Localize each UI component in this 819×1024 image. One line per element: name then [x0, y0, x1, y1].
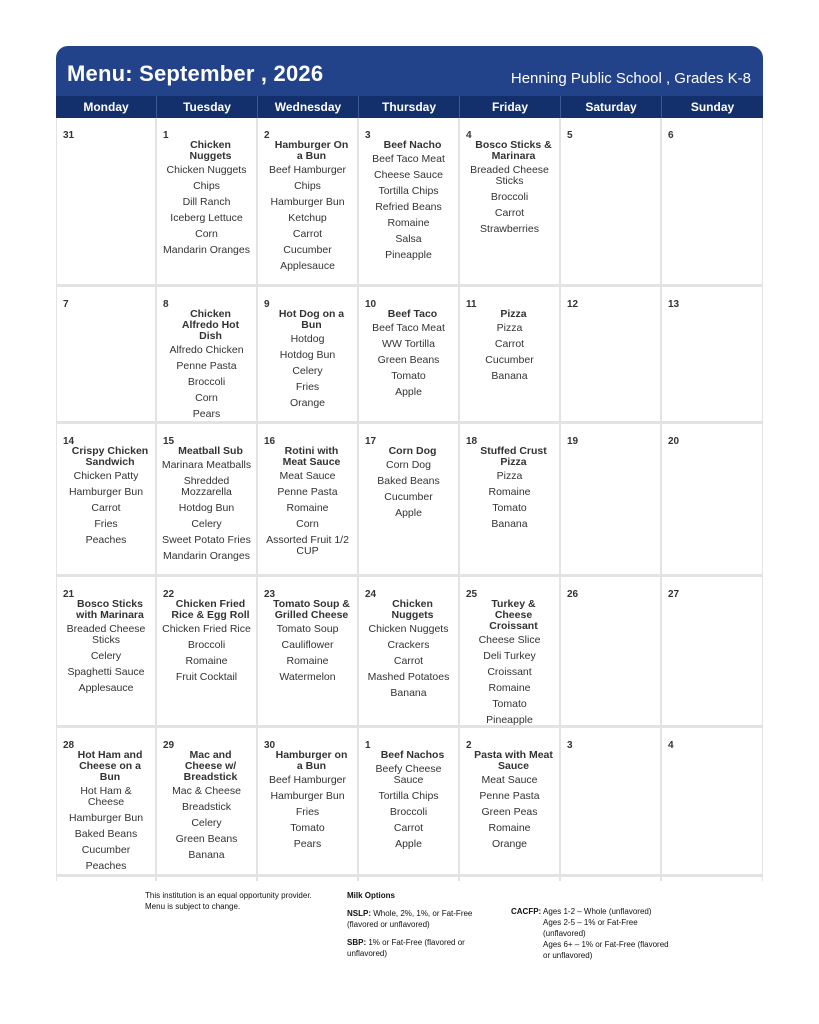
- calendar-day-cell: [460, 577, 561, 735]
- menu-item: Carrot: [393, 822, 424, 834]
- day-number: 9: [264, 299, 270, 310]
- cacfp-line-1: [511, 906, 671, 917]
- calendar-day-cell: [359, 728, 460, 881]
- day-number: 6: [668, 130, 674, 141]
- entree-title: Meatball Sub: [178, 445, 243, 457]
- menu-item: Cucumber: [485, 354, 534, 366]
- calendar-day-cell: [460, 424, 561, 574]
- cacfp-line-1-text: Ages 1-2 – Whole (unflavored): [543, 907, 652, 916]
- calendar-week-row: [56, 728, 763, 877]
- menu-item: Tomato: [492, 698, 527, 710]
- day-number: 7: [63, 299, 69, 310]
- day-number: 29: [163, 740, 175, 751]
- menu-item: Pears: [293, 838, 322, 850]
- sbp-label: SBP:: [347, 938, 367, 947]
- menu-item: Tomato Soup: [276, 623, 339, 635]
- menu-item: Mac & Cheese: [172, 785, 241, 797]
- entree-title: Rotini with Meat Sauce: [282, 445, 341, 468]
- entree-title: Turkey & Cheese Croissant: [489, 598, 538, 632]
- menu-item: Broccoli: [187, 376, 226, 388]
- calendar-week-row: [56, 287, 763, 424]
- calendar-day-cell: [460, 287, 561, 429]
- entree-title: Crispy Chicken Sandwich: [71, 445, 149, 468]
- entree-title: Hamburger on a Bun: [275, 749, 348, 772]
- menu-item: Dill Ranch: [182, 196, 231, 208]
- menu-item: Romaine: [387, 217, 430, 229]
- menu-item: Tortilla Chips: [378, 790, 439, 802]
- calendar-week-row: [56, 424, 763, 577]
- day-number: 23: [264, 589, 276, 600]
- menu-item: Baked Beans: [377, 475, 440, 487]
- calendar-day-cell: [359, 287, 460, 429]
- menu-item: Marinara Meatballs: [161, 459, 252, 471]
- menu-item: Corn Dog: [386, 459, 431, 471]
- menu-item: Tomato: [391, 370, 426, 382]
- calendar-day-cell: [662, 424, 763, 574]
- calendar-day-cell: [359, 577, 460, 735]
- menu-item: Apple: [395, 507, 422, 519]
- entree-title: Chicken Nuggets: [189, 139, 232, 162]
- cacfp-line-2: Ages 2-5 – 1% or Fat-Free (unflavored): [543, 918, 638, 938]
- calendar-day-cell: [258, 424, 359, 574]
- menu-item: Croissant: [487, 666, 532, 678]
- day-number: 14: [63, 436, 75, 447]
- entree-title: Tomato Soup & Grilled Cheese: [273, 598, 350, 621]
- menu-item: Fries: [295, 381, 320, 393]
- day-number: 1: [163, 130, 169, 141]
- menu-item: Corn: [195, 228, 218, 240]
- entree-title: Bosco Sticks & Marinara: [475, 139, 552, 162]
- menu-item: Celery: [191, 817, 222, 829]
- menu-item: Apple: [395, 386, 422, 398]
- menu-item: Cheese Slice: [478, 634, 541, 646]
- day-number: 2: [466, 740, 472, 751]
- menu-item: Shredded Mozzarella: [181, 475, 232, 498]
- menu-item: Cucumber: [384, 491, 433, 503]
- menu-item: Fruit Cocktail: [175, 671, 238, 683]
- menu-item: Refried Beans: [375, 201, 442, 213]
- entree-title: Pasta with Meat Sauce: [474, 749, 553, 772]
- day-number: 30: [264, 740, 276, 751]
- calendar-day-cell: [561, 577, 662, 735]
- calendar-day-cell: [56, 424, 157, 574]
- milk-options-title: Milk Options: [347, 891, 395, 900]
- menu-item: Hamburger Bun: [270, 790, 345, 802]
- menu-item: Pizza: [496, 322, 523, 334]
- day-number: 26: [567, 589, 579, 600]
- menu-item: Fries: [94, 518, 118, 530]
- menu-item: Banana: [491, 518, 528, 530]
- menu-item: Strawberries: [480, 223, 539, 235]
- menu-item: Beef Hamburger: [268, 774, 347, 786]
- nslp-note: [347, 908, 497, 930]
- day-number: 12: [567, 299, 579, 310]
- menu-item: Pizza: [496, 470, 523, 482]
- calendar-day-cell: [157, 424, 258, 574]
- menu-item: Corn: [296, 518, 319, 530]
- menu-item: Banana: [491, 370, 528, 382]
- entree-title: Chicken Alfredo Hot Dish: [181, 308, 240, 342]
- calendar-day-cell: [258, 287, 359, 429]
- menu-item: Salsa: [395, 233, 422, 245]
- calendar-day-cell: [157, 728, 258, 881]
- menu-item: Cucumber: [283, 244, 332, 256]
- calendar-day-cell: [56, 118, 157, 284]
- day-number: 3: [567, 740, 573, 751]
- menu-item: Carrot: [494, 207, 525, 219]
- menu-item: Carrot: [393, 655, 424, 667]
- menu-item: Peaches: [85, 534, 127, 546]
- menu-item: Sweet Potato Fries: [162, 534, 251, 546]
- menu-item: Pineapple: [486, 714, 533, 726]
- weekday-label: Wednesday: [258, 96, 359, 118]
- menu-item: Meat Sauce: [279, 470, 336, 482]
- entree-title: Hot Dog on a Bun: [278, 308, 345, 331]
- day-number: 10: [365, 299, 377, 310]
- day-number: 11: [466, 299, 477, 310]
- calendar-day-cell: [359, 424, 460, 574]
- day-number: 8: [163, 299, 169, 310]
- menu-item: Tortilla Chips: [378, 185, 439, 197]
- menu-item: Breadstick: [181, 801, 232, 813]
- menu-item: Assorted Fruit 1/2 CUP: [266, 534, 349, 557]
- entree-title: Hot Ham and Cheese on a Bun: [77, 749, 143, 783]
- day-number: 28: [63, 740, 75, 751]
- menu-item: Chicken Patty: [73, 470, 139, 482]
- calendar-week-row: [56, 118, 763, 287]
- day-number: 4: [466, 130, 472, 141]
- menu-item: Carrot: [494, 338, 525, 350]
- calendar-day-cell: [56, 577, 157, 735]
- menu-item: Hotdog Bun: [178, 502, 235, 514]
- day-number: 3: [365, 130, 371, 141]
- day-number: 31: [63, 130, 75, 141]
- menu-item: Beef Taco Meat: [372, 153, 445, 165]
- menu-item: Banana: [390, 687, 427, 699]
- day-number: 27: [668, 589, 680, 600]
- sbp-note: [347, 937, 497, 959]
- menu-item: Apple: [395, 838, 422, 850]
- menu-item: Mashed Potatoes: [367, 671, 450, 683]
- menu-item: Watermelon: [279, 671, 336, 683]
- menu-item: Carrot: [292, 228, 323, 240]
- menu-item: Hot Ham & Cheese: [80, 785, 132, 808]
- menu-item: Pineapple: [385, 249, 432, 261]
- menu-item: Hotdog Bun: [279, 349, 336, 361]
- menu-item: Celery: [292, 365, 323, 377]
- day-number: 22: [163, 589, 175, 600]
- day-number: 5: [567, 130, 573, 141]
- entree-title: Mac and Cheese w/ Breadstick: [183, 749, 238, 783]
- calendar-day-cell: [561, 287, 662, 429]
- menu-item: Hamburger Bun: [270, 196, 345, 208]
- nslp-text: Whole, 2%, 1%, or Fat-Free (flavored or unflavored): [347, 909, 473, 929]
- entree-title: Chicken Fried Rice & Egg Roll: [171, 598, 250, 621]
- calendar-day-cell: [157, 118, 258, 284]
- menu-item: WW Tortilla: [382, 338, 435, 350]
- equal-opportunity-notice: This institution is an equal opportunity provider. Menu is subject to change.: [145, 891, 312, 911]
- menu-item: Applesauce: [78, 682, 134, 694]
- day-number: 19: [567, 436, 579, 447]
- menu-item: Meat Sauce: [481, 774, 538, 786]
- entree-title: Chicken Nuggets: [391, 598, 434, 621]
- entree-title: Beef Nacho: [383, 139, 442, 151]
- menu-item: Romaine: [488, 486, 531, 498]
- menu-item: Spaghetti Sauce: [67, 666, 145, 678]
- day-number: 18: [466, 436, 478, 447]
- calendar-day-cell: [258, 118, 359, 284]
- menu-item: Orange: [289, 397, 326, 409]
- menu-item: Beef Hamburger: [268, 164, 347, 176]
- calendar-day-cell: [460, 118, 561, 284]
- calendar-day-cell: [561, 728, 662, 881]
- day-number: 25: [466, 589, 478, 600]
- entree-title: Bosco Sticks with Marinara: [76, 598, 144, 621]
- menu-item: Beef Taco Meat: [372, 322, 445, 334]
- menu-item: Hotdog: [290, 333, 325, 345]
- menu-item: Breaded Cheese Sticks: [470, 164, 549, 187]
- day-number: 15: [163, 436, 175, 447]
- calendar-day-cell: [561, 118, 662, 284]
- menu-item: Chicken Nuggets: [166, 164, 247, 176]
- menu-item: Hamburger Bun: [68, 486, 144, 498]
- menu-item: Broccoli: [490, 191, 529, 203]
- weekday-label: Monday: [56, 96, 157, 118]
- sbp-text: 1% or Fat-Free (flavored or unflavored): [347, 938, 465, 958]
- menu-item: Applesauce: [280, 260, 335, 272]
- calendar-day-cell: [662, 577, 763, 735]
- calendar-day-cell: [561, 424, 662, 574]
- nslp-label: NSLP:: [347, 909, 371, 918]
- menu-item: Green Beans: [377, 354, 440, 366]
- calendar-day-cell: [157, 287, 258, 429]
- menu-item: Fries: [295, 806, 320, 818]
- day-number: 17: [365, 436, 377, 447]
- day-number: 20: [668, 436, 680, 447]
- menu-item: Romaine: [286, 502, 329, 514]
- menu-item: Orange: [491, 838, 528, 850]
- menu-item: Pears: [192, 408, 221, 420]
- day-number: 21: [63, 589, 75, 600]
- entree-title: Beef Nachos: [380, 749, 445, 761]
- menu-item: Cauliflower: [281, 639, 334, 651]
- menu-calendar: [56, 118, 763, 877]
- entree-title: Beef Taco: [387, 308, 438, 320]
- footer-notice: [145, 890, 325, 912]
- cacfp-note: [511, 906, 671, 961]
- menu-item: Cucumber: [81, 844, 131, 856]
- calendar-day-cell: [662, 287, 763, 429]
- entree-title: Pizza: [500, 308, 527, 320]
- day-number: 24: [365, 589, 377, 600]
- menu-item: Tomato: [290, 822, 325, 834]
- weekday-label: Thursday: [359, 96, 460, 118]
- calendar-day-cell: [157, 577, 258, 735]
- menu-item: Green Peas: [481, 806, 538, 818]
- calendar-day-cell: [662, 118, 763, 284]
- weekday-label: Tuesday: [157, 96, 258, 118]
- menu-item: Banana: [188, 849, 225, 861]
- menu-item: Baked Beans: [74, 828, 138, 840]
- cacfp-line-3: Ages 6+ – 1% or Fat-Free (flavored or unflavored): [543, 940, 669, 960]
- weekday-header-row: [56, 96, 763, 118]
- menu-item: Chips: [294, 180, 321, 192]
- menu-item: Iceberg Lettuce: [170, 212, 243, 224]
- menu-item: Romaine: [488, 822, 531, 834]
- menu-item: Chicken Fried Rice: [162, 623, 251, 635]
- weekday-label: Saturday: [561, 96, 662, 118]
- day-number: 1: [365, 740, 371, 751]
- calendar-day-cell: [359, 118, 460, 284]
- menu-item: Crackers: [387, 639, 430, 651]
- menu-item: Broccoli: [187, 639, 226, 651]
- menu-item: Carrot: [91, 502, 121, 514]
- menu-item: Cheese Sauce: [374, 169, 443, 181]
- menu-item: Mandarin Oranges: [163, 550, 250, 562]
- day-number: 16: [264, 436, 276, 447]
- menu-item: Deli Turkey: [483, 650, 536, 662]
- day-number: 2: [264, 130, 270, 141]
- calendar-day-cell: [258, 728, 359, 881]
- weekday-label: Friday: [460, 96, 561, 118]
- menu-item: Chips: [193, 180, 220, 192]
- calendar-day-cell: [258, 577, 359, 735]
- menu-item: Penne Pasta: [277, 486, 338, 498]
- menu-item: Penne Pasta: [479, 790, 540, 802]
- menu-item: Romaine: [286, 655, 329, 667]
- weekday-label: Sunday: [690, 100, 735, 114]
- menu-item: Beefy Cheese Sauce: [375, 763, 442, 786]
- menu-item: Romaine: [488, 682, 531, 694]
- school-name: Henning Public School , Grades K-8: [510, 70, 751, 87]
- cacfp-label: CACFP:: [511, 907, 542, 916]
- menu-item: Chicken Nuggets: [368, 623, 449, 635]
- calendar-week-row: [56, 577, 763, 728]
- menu-item: Green Beans: [175, 833, 238, 845]
- calendar-day-cell: [56, 287, 157, 429]
- calendar-day-cell: [56, 728, 157, 881]
- entree-title: Corn Dog: [388, 445, 437, 457]
- menu-item: Peaches: [85, 860, 127, 872]
- menu-item: Celery: [90, 650, 122, 662]
- menu-item: Celery: [191, 518, 222, 530]
- menu-item: Broccoli: [389, 806, 428, 818]
- milk-options: [347, 890, 497, 959]
- calendar-day-cell: [460, 728, 561, 881]
- menu-item: Breaded Cheese Sticks: [66, 623, 146, 646]
- menu-header: [56, 46, 763, 96]
- calendar-day-cell: [662, 728, 763, 881]
- menu-item: Corn: [195, 392, 218, 404]
- menu-item: Alfredo Chicken: [169, 344, 244, 356]
- entree-title: Hamburger On a Bun: [274, 139, 349, 162]
- entree-title: Stuffed Crust Pizza: [480, 445, 547, 468]
- menu-item: Penne Pasta: [176, 360, 237, 372]
- menu-item: Mandarin Oranges: [163, 244, 250, 256]
- day-number: 13: [668, 299, 680, 310]
- day-number: 4: [668, 740, 674, 751]
- page-title: Menu: September , 2026: [67, 61, 324, 86]
- menu-item: Hamburger Bun: [68, 812, 144, 824]
- menu-item: Ketchup: [288, 212, 327, 224]
- menu-item: Romaine: [185, 655, 228, 667]
- menu-item: Tomato: [492, 502, 527, 514]
